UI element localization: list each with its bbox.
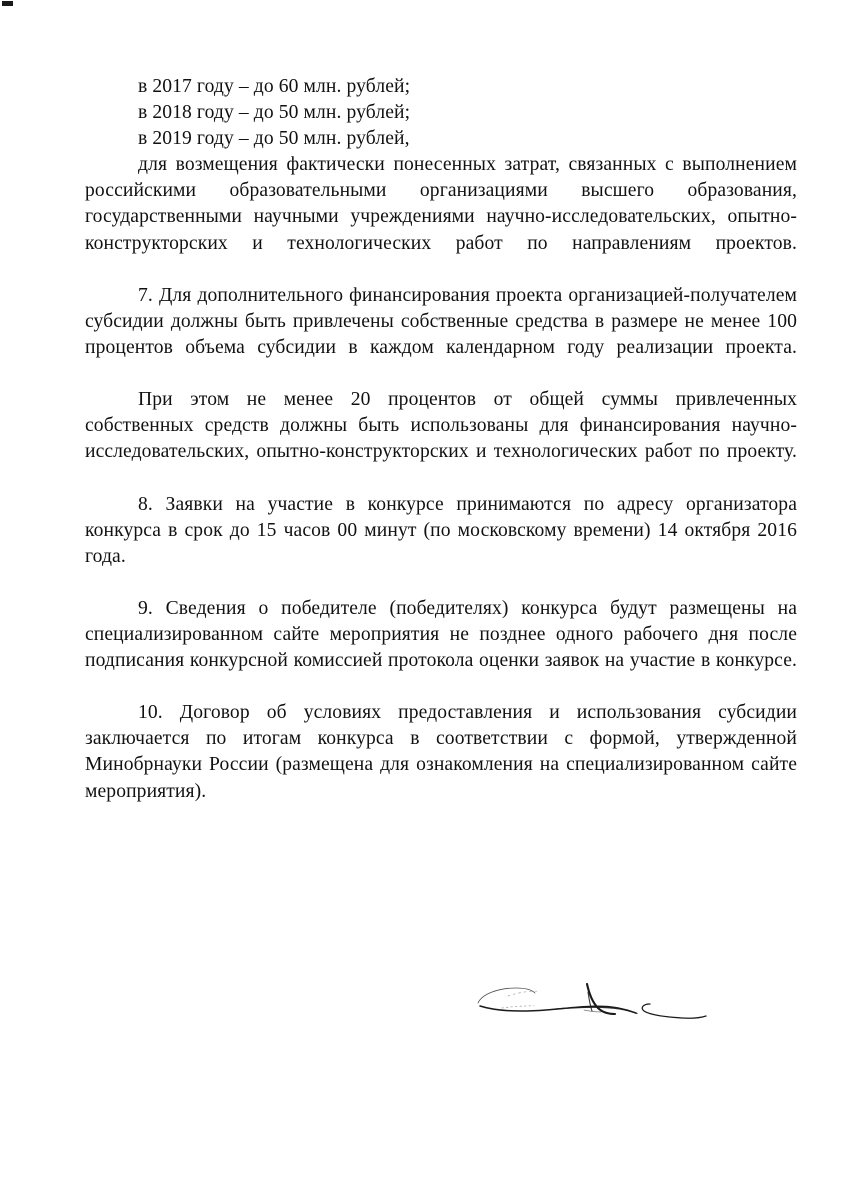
document-text-body — [85, 74, 797, 831]
amount-line-2017: в 2017 году – до 60 млн. рублей; — [138, 76, 411, 97]
paragraph-cost-reimbursement: для возмещения фактически понесенных затрат, связанных с выполнением российскими образовательными организациями высшего образования, государственными научными учреждениями научно-исследовательских, опытно-конструкторских и технологических работ по направлениям проектов. — [85, 154, 797, 254]
amount-line-2018: в 2018 году – до 50 млн. рублей; — [138, 102, 411, 124]
amount-line-2019: в 2019 году – до 50 млн. рублей, — [138, 128, 410, 150]
paragraph-own-funds-share: При этом не менее 20 процентов от общей суммы привлеченных собственных средств должны быть использованы для финансирования научно-исследовательских, опытно-конструкторских и технологических работ по проекту. — [85, 389, 797, 463]
signature-block — [468, 966, 716, 1024]
handwritten-signature-icon — [468, 966, 716, 1024]
scan-edge-artifact — [2, 1, 13, 6]
paragraph-7-cofinancing: 7. Для дополнительного финансирования проекта организацией-получателем субсидии должны быть привлечены собственные средства в размере не менее 100 процентов объема субсидии в каждом календарном году реализации проекта. — [85, 284, 797, 358]
paragraph-8-application-deadline: 8. Заявки на участие в конкурсе принимаются по адресу организатора конкурса в срок до 15 часов 00 минут (по московскому времени) 14 октября 2016 года. — [85, 493, 797, 567]
paragraph-10-contract: 10. Договор об условиях предоставления и использования субсидии заключается по итогам конкурса в соответствии с формой, утвержденной Минобрнауки России (размещена для ознакомления на специализированном сайте мероприятия). — [85, 702, 797, 802]
paragraph-9-winner-publication: 9. Сведения о победителе (победителях) конкурса будут размещены на специализированном сайте мероприятия не позднее одного рабочего дня после подписания конкурсной комиссией протокола оценки заявок на участие в конкурсе. — [85, 597, 797, 672]
